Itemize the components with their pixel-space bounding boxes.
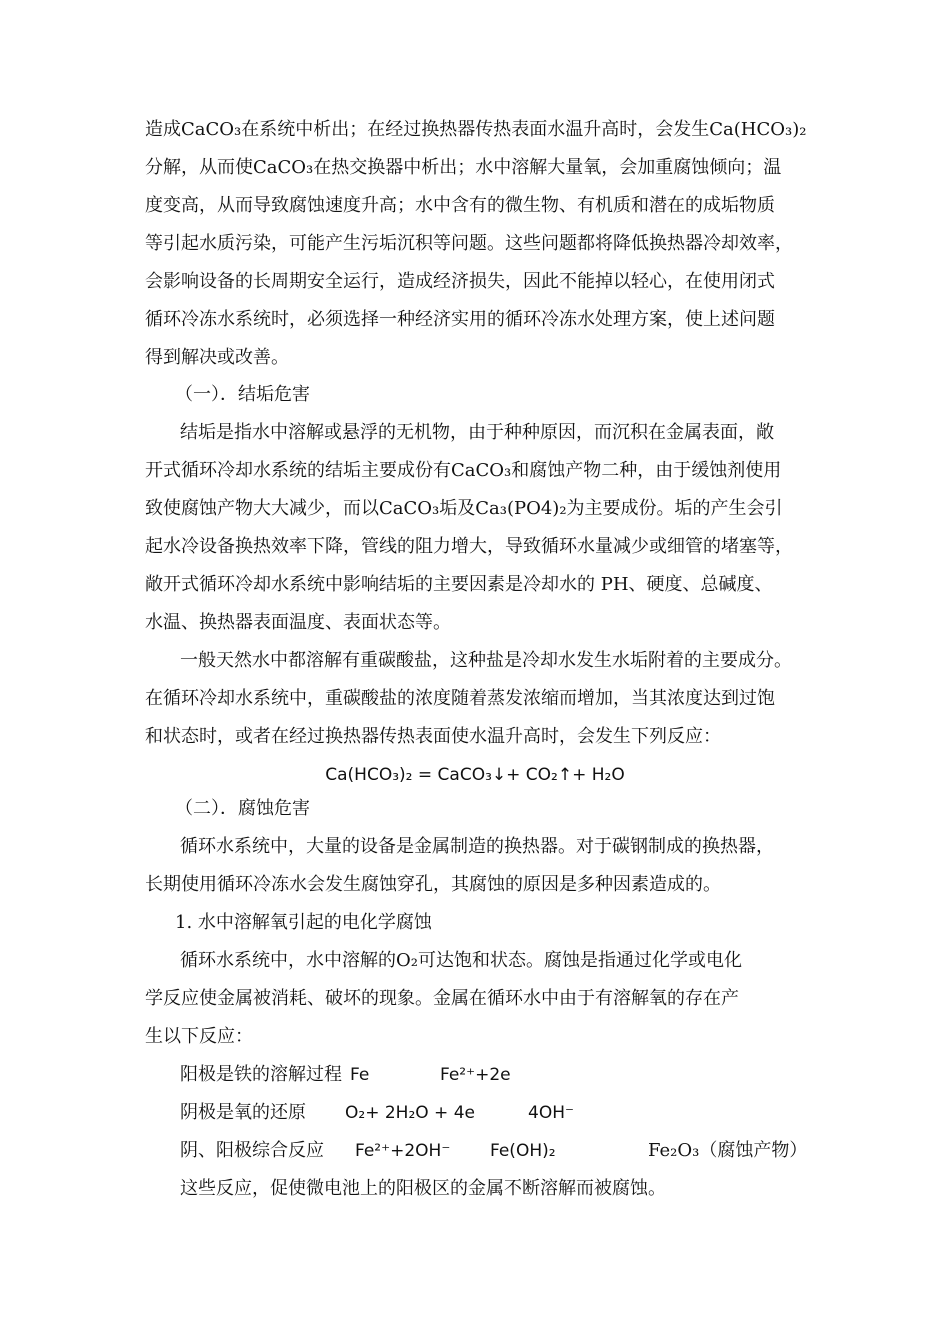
- paragraph-line: 循环冷冻水系统时，必须选择一种经济实用的循环冷冻水处理方案，使上述问题: [145, 309, 775, 330]
- paragraph-line: 这些反应，促使微电池上的阳极区的金属不断溶解而被腐蚀。: [180, 1178, 666, 1199]
- reaction-cathode-reactant: O₂+ 2H₂O + 4e: [345, 1103, 475, 1123]
- paragraph-line: 学反应使金属被消耗、破坏的现象。金属在循环水中由于有溶解氧的存在产: [145, 988, 739, 1009]
- paragraph-line: 一般天然水中都溶解有重碳酸盐，这种盐是冷却水发生水垢附着的主要成分。: [180, 650, 792, 671]
- paragraph-line: 长期使用循环冷冻水会发生腐蚀穿孔，其腐蚀的原因是多种因素造成的。: [145, 874, 721, 895]
- reaction-anode-label: 阳极是铁的溶解过程: [180, 1064, 342, 1085]
- reaction-anode-product: Fe²⁺+2e: [440, 1065, 511, 1085]
- paragraph-line: 在循环冷却水系统中，重碳酸盐的浓度随着蒸发浓缩而增加，当其浓度达到过饱: [145, 688, 775, 709]
- paragraph-line: 会影响设备的长周期安全运行，造成经济损失，因此不能掉以轻心，在使用闭式: [145, 271, 775, 292]
- paragraph-line: 和状态时，或者在经过换热器传热表面使水温升高时，会发生下列反应：: [145, 726, 721, 747]
- reaction-combined-product: Fe₂O₃（腐蚀产物）: [648, 1140, 808, 1161]
- reaction-combined-reactant: Fe²⁺+2OH⁻: [355, 1141, 451, 1161]
- reaction-anode-reactant: Fe: [350, 1065, 370, 1085]
- reaction-combined-label: 阴、阳极综合反应: [180, 1140, 324, 1161]
- paragraph-line: 循环水系统中，大量的设备是金属制造的换热器。对于碳钢制成的换热器，: [180, 836, 774, 857]
- paragraph-line: 水温、换热器表面温度、表面状态等。: [145, 612, 451, 633]
- paragraph-line: 等引起水质污染，可能产生污垢沉积等问题。这些问题都将降低换热器冷却效率，: [145, 233, 793, 254]
- equation-decomposition: Ca(HCO₃)₂ = CaCO₃↓+ CO₂↑+ H₂O: [325, 765, 625, 785]
- reaction-combined-intermediate: Fe(OH)₂: [490, 1141, 556, 1161]
- paragraph-line: 造成CaCO₃在系统中析出；在经过换热器传热表面水温升高时，会发生Ca(HCO₃)₂: [145, 119, 807, 140]
- reaction-cathode-product: 4OH⁻: [528, 1103, 574, 1123]
- paragraph-line: 致使腐蚀产物大大减少，而以CaCO₃垢及Ca₃(PO4)₂为主要成份。垢的产生会引: [145, 498, 783, 519]
- paragraph-line: 分解，从而使CaCO₃在热交换器中析出；水中溶解大量氧，会加重腐蚀倾向；温: [145, 157, 782, 178]
- paragraph-line: 得到解决或改善。: [145, 347, 289, 368]
- paragraph-line: 起水冷设备换热效率下降，管线的阻力增大，导致循环水量减少或细管的堵塞等，: [145, 536, 793, 557]
- paragraph-line: 度变高，从而导致腐蚀速度升高；水中含有的微生物、有机质和潜在的成垢物质: [145, 195, 775, 216]
- section-heading-corrosion: （二）．腐蚀危害: [175, 798, 310, 819]
- paragraph-line: 循环水系统中，水中溶解的O₂可达饱和状态。腐蚀是指通过化学或电化: [180, 950, 742, 971]
- paragraph-line: 结垢是指水中溶解或悬浮的无机物，由于种种原因，而沉积在金属表面，敞: [180, 422, 774, 443]
- subheading-oxygen-corrosion: 1. 水中溶解氧引起的电化学腐蚀: [175, 912, 432, 933]
- paragraph-line: 生以下反应：: [145, 1026, 253, 1047]
- section-heading-scaling: （一）．结垢危害: [175, 384, 310, 405]
- paragraph-line: 敞开式循环冷却水系统中影响结垢的主要因素是冷却水的 PH、硬度、总碱度、: [145, 574, 773, 595]
- paragraph-line: 开式循环冷却水系统的结垢主要成份有CaCO₃和腐蚀产物二种，由于缓蚀剂使用: [145, 460, 782, 481]
- reaction-cathode-label: 阴极是氧的还原: [180, 1102, 306, 1123]
